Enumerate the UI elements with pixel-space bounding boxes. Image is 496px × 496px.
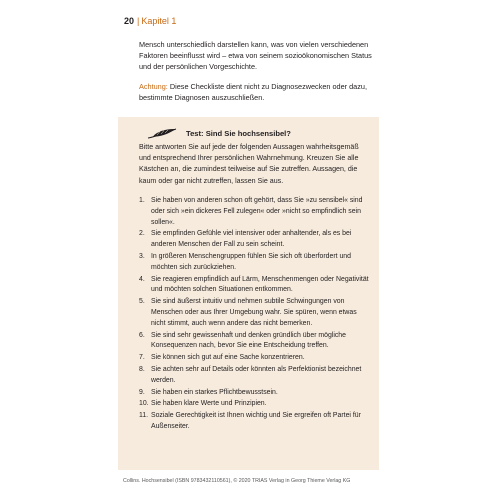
item-text: Sie sind äußerst intuitiv und nehmen subtile Schwingungen von Menschen oder aus Ihrer Umgebung wahr. Sie spüren, wenn etwas nicht stimmt, auch wenn andere das nicht bemerken. — [151, 298, 357, 327]
item-number: 5. — [139, 298, 145, 306]
page-number: 20 — [124, 16, 135, 26]
item-number: 10. — [139, 400, 149, 408]
feather-icon — [147, 128, 177, 140]
item-text: Sie sind sehr gewissenhaft und denken gründlich über mögliche Konsequenzen nach, bevor Sie eine Entscheidung treffen. — [151, 331, 346, 350]
item-number: 8. — [139, 365, 145, 373]
item-number: 2. — [139, 230, 145, 238]
instructions-text: Bitte antworten Sie auf jede der folgenden Aussagen wahrheitsgemäß und entsprechend Ihrer persönlichen Wahrnehmung. Kreuzen Sie alle Kästchen an, die zumindest teilweise auf Sie zutreffen. Aussagen, die kaum oder gar nicht zutreffen, lassen Sie aus. — [139, 143, 359, 185]
checklist-item — [139, 388, 371, 399]
intro-text: Mensch unterschiedlich darstellen kann, was von vielen verschiedenen Faktoren beeinflusst wird – etwa von seinem sozioökonomischen Status und der persönlichen Vorgeschichte. — [139, 40, 372, 72]
warning-text: Diese Checkliste dient nicht zu Diagnosezwecken oder dazu, bestimmte Diagnosen auszuschließen. — [139, 82, 367, 103]
item-text: Sie empfinden Gefühle viel intensiver oder anhaltender, als es bei anderen Menschen der Fall zu sein scheint. — [151, 230, 352, 249]
item-number: 1. — [139, 197, 145, 204]
item-text: Sie haben klare Werte und Prinzipien. — [151, 400, 267, 408]
checklist-item — [139, 297, 371, 329]
item-number: 6. — [139, 331, 145, 339]
item-text: Soziale Gerechtigkeit ist Ihnen wichtig und Sie ergreifen oft Partei für Außenseiter. — [151, 412, 361, 430]
checklist-item — [139, 399, 371, 410]
checklist-item — [139, 411, 371, 433]
item-text: Sie reagieren empfindlich auf Lärm, Menschenmengen oder Negativität und möchten solchen Situationen entkommen. — [151, 275, 369, 294]
test-title: Test: Sind Sie hochsensibel? — [186, 129, 291, 138]
item-number: 7. — [139, 354, 145, 362]
item-text: Sie achten sehr auf Details oder könnten als Perfektionist bezeichnet werden. — [151, 365, 362, 384]
checklist-item — [139, 229, 371, 251]
item-text: In größeren Menschengruppen fühlen Sie sich oft überfordert und möchten sich zurückziehen. — [151, 252, 351, 271]
checklist-item — [139, 331, 371, 353]
intro-paragraph — [139, 39, 376, 73]
checklist-item — [139, 252, 371, 274]
warning-note — [139, 81, 376, 103]
item-text: Sie haben ein starkes Pflichtbewusstsein. — [151, 388, 278, 396]
copyright-footer: Collins. Hochsensibel (ISBN 9783432110561), © 2020 TRIAS Verlag in Georg Thieme Verlag KG — [123, 478, 351, 484]
test-instructions — [139, 142, 371, 187]
checklist-item — [139, 365, 371, 387]
item-number: 3. — [139, 252, 145, 260]
checklist-item — [139, 196, 371, 228]
item-text: Sie können sich gut auf eine Sache konzentrieren. — [151, 354, 305, 362]
checklist-item — [139, 353, 371, 364]
chapter-label: Kapitel 1 — [141, 16, 177, 26]
item-number: 11. — [139, 412, 149, 420]
warning-label: Achtung: — [139, 82, 168, 91]
running-header — [124, 16, 176, 26]
header-separator: | — [137, 16, 140, 26]
item-number: 4. — [139, 275, 145, 283]
item-number: 9. — [139, 388, 145, 396]
checklist-item — [139, 275, 371, 297]
checklist — [139, 196, 371, 433]
item-text: Sie haben von anderen schon oft gehört, dass Sie »zu sensibel« sind oder sich »ein dickeres Fell zulegen« oder »nicht so empfindlich sein sollen«. — [151, 197, 363, 226]
